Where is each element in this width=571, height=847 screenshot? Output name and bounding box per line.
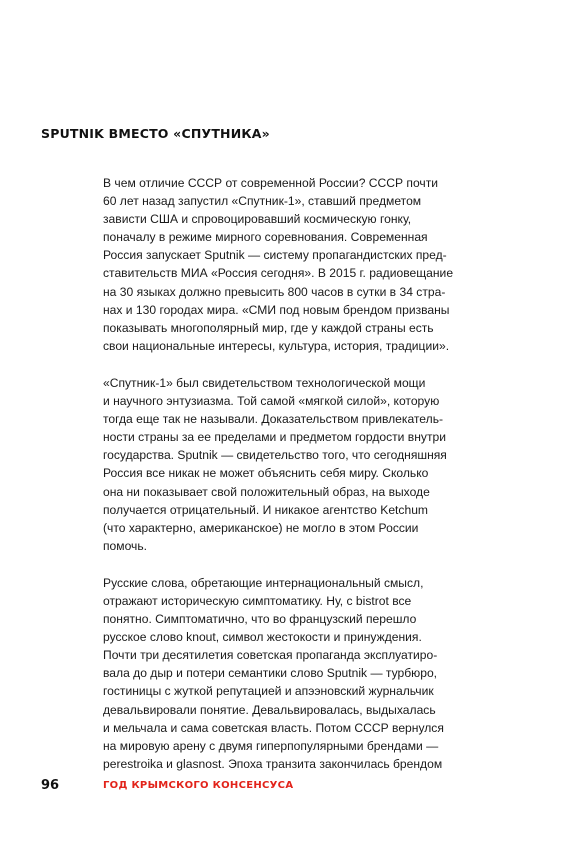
- text-line: ставительств МИА «Россия сегодня». В 2015 г. радиовещание: [103, 266, 454, 281]
- text-line: Русские слова, обретающие интернациональный смысл,: [103, 575, 424, 590]
- text-line: свои национальные интересы, культура, история, традиции».: [103, 338, 450, 353]
- text-line: она ни показывает свой положительный образ, на выходе: [103, 484, 430, 499]
- text-line: на мировую арену с двумя гиперпопулярными брендами —: [103, 738, 439, 753]
- text-line: зависти США и спровоцировавший космическую гонку,: [103, 212, 412, 227]
- text-line: нах и 130 городах мира. «СМИ под новым брендом призваны: [103, 302, 450, 317]
- text-line: (что характерно, американское) не могло в этом России: [103, 520, 419, 535]
- text-line: получается отрицательный. И никакое агентство Ketchum: [103, 502, 428, 517]
- text-line: государства. Sputnik — свидетельство того, что сегодняшняя: [103, 448, 447, 463]
- text-line: 60 лет назад запустил «Спутник-1», ставший предметом: [103, 194, 422, 209]
- paragraph-2: [103, 374, 523, 555]
- text-line: и научного энтузиазма. Той самой «мягкой силой», которую: [103, 394, 440, 409]
- text-line: ности страны за ее пределами и предметом гордости внутри: [103, 430, 446, 445]
- text-line: девальвировали понятие. Девальвировалась, выдыхалась: [103, 702, 436, 717]
- text-line: понятно. Симптоматично, что во французский перешло: [103, 612, 417, 627]
- text-line: поначалу в режиме мирного соревнования. Современная: [103, 230, 428, 245]
- text-line: гостиницы с жуткой репутацией и апээновский журнальчик: [103, 684, 434, 699]
- text-line: помочь.: [103, 538, 148, 553]
- paragraph-1: [103, 174, 523, 355]
- text-line: отражают историческую симптоматику. Ну, с bistrot все: [103, 593, 412, 608]
- page-number: 96: [41, 778, 60, 793]
- body-text: [103, 174, 523, 792]
- text-line: Почти три десятилетия советская пропаганда эксплуатиро-: [103, 648, 438, 663]
- text-line: «Спутник-1» был свидетельством технологической мощи: [103, 375, 426, 390]
- paragraph-3: [103, 574, 523, 773]
- text-line: и мельчала и сама советская власть. Потом СССР вернулся: [103, 720, 444, 735]
- text-line: русское слово knout, символ жестокости и принуждения.: [103, 630, 422, 645]
- text-line: В чем отличие СССР от современной России? СССР почти: [103, 176, 439, 190]
- text-line: Россия все никак не может объяснить себя миру. Сколько: [103, 466, 429, 481]
- text-line: показывать многополярный мир, где у каждой страны есть: [103, 320, 434, 335]
- text-line: perestroika и glasnost. Эпоха транзита закончилась брендом: [103, 756, 443, 771]
- page-footer: [0, 778, 571, 798]
- text-line: на 30 языках должно превысить 800 часов в сутки в 34 стра-: [103, 284, 446, 299]
- text-line: вала до дыр и потери семантики слово Sputnik — турбюро,: [103, 666, 438, 681]
- running-title: ГОД КРЫМСКОГО КОНСЕНСУСА: [103, 780, 294, 791]
- text-line: Россия запускает Sputnik — систему пропагандистских пред-: [103, 248, 447, 263]
- text-line: тогда еще так не называли. Доказательством привлекатель-: [103, 412, 444, 427]
- section-heading: SPUTNIK ВМЕСТО «СПУТНИКА»: [41, 126, 270, 141]
